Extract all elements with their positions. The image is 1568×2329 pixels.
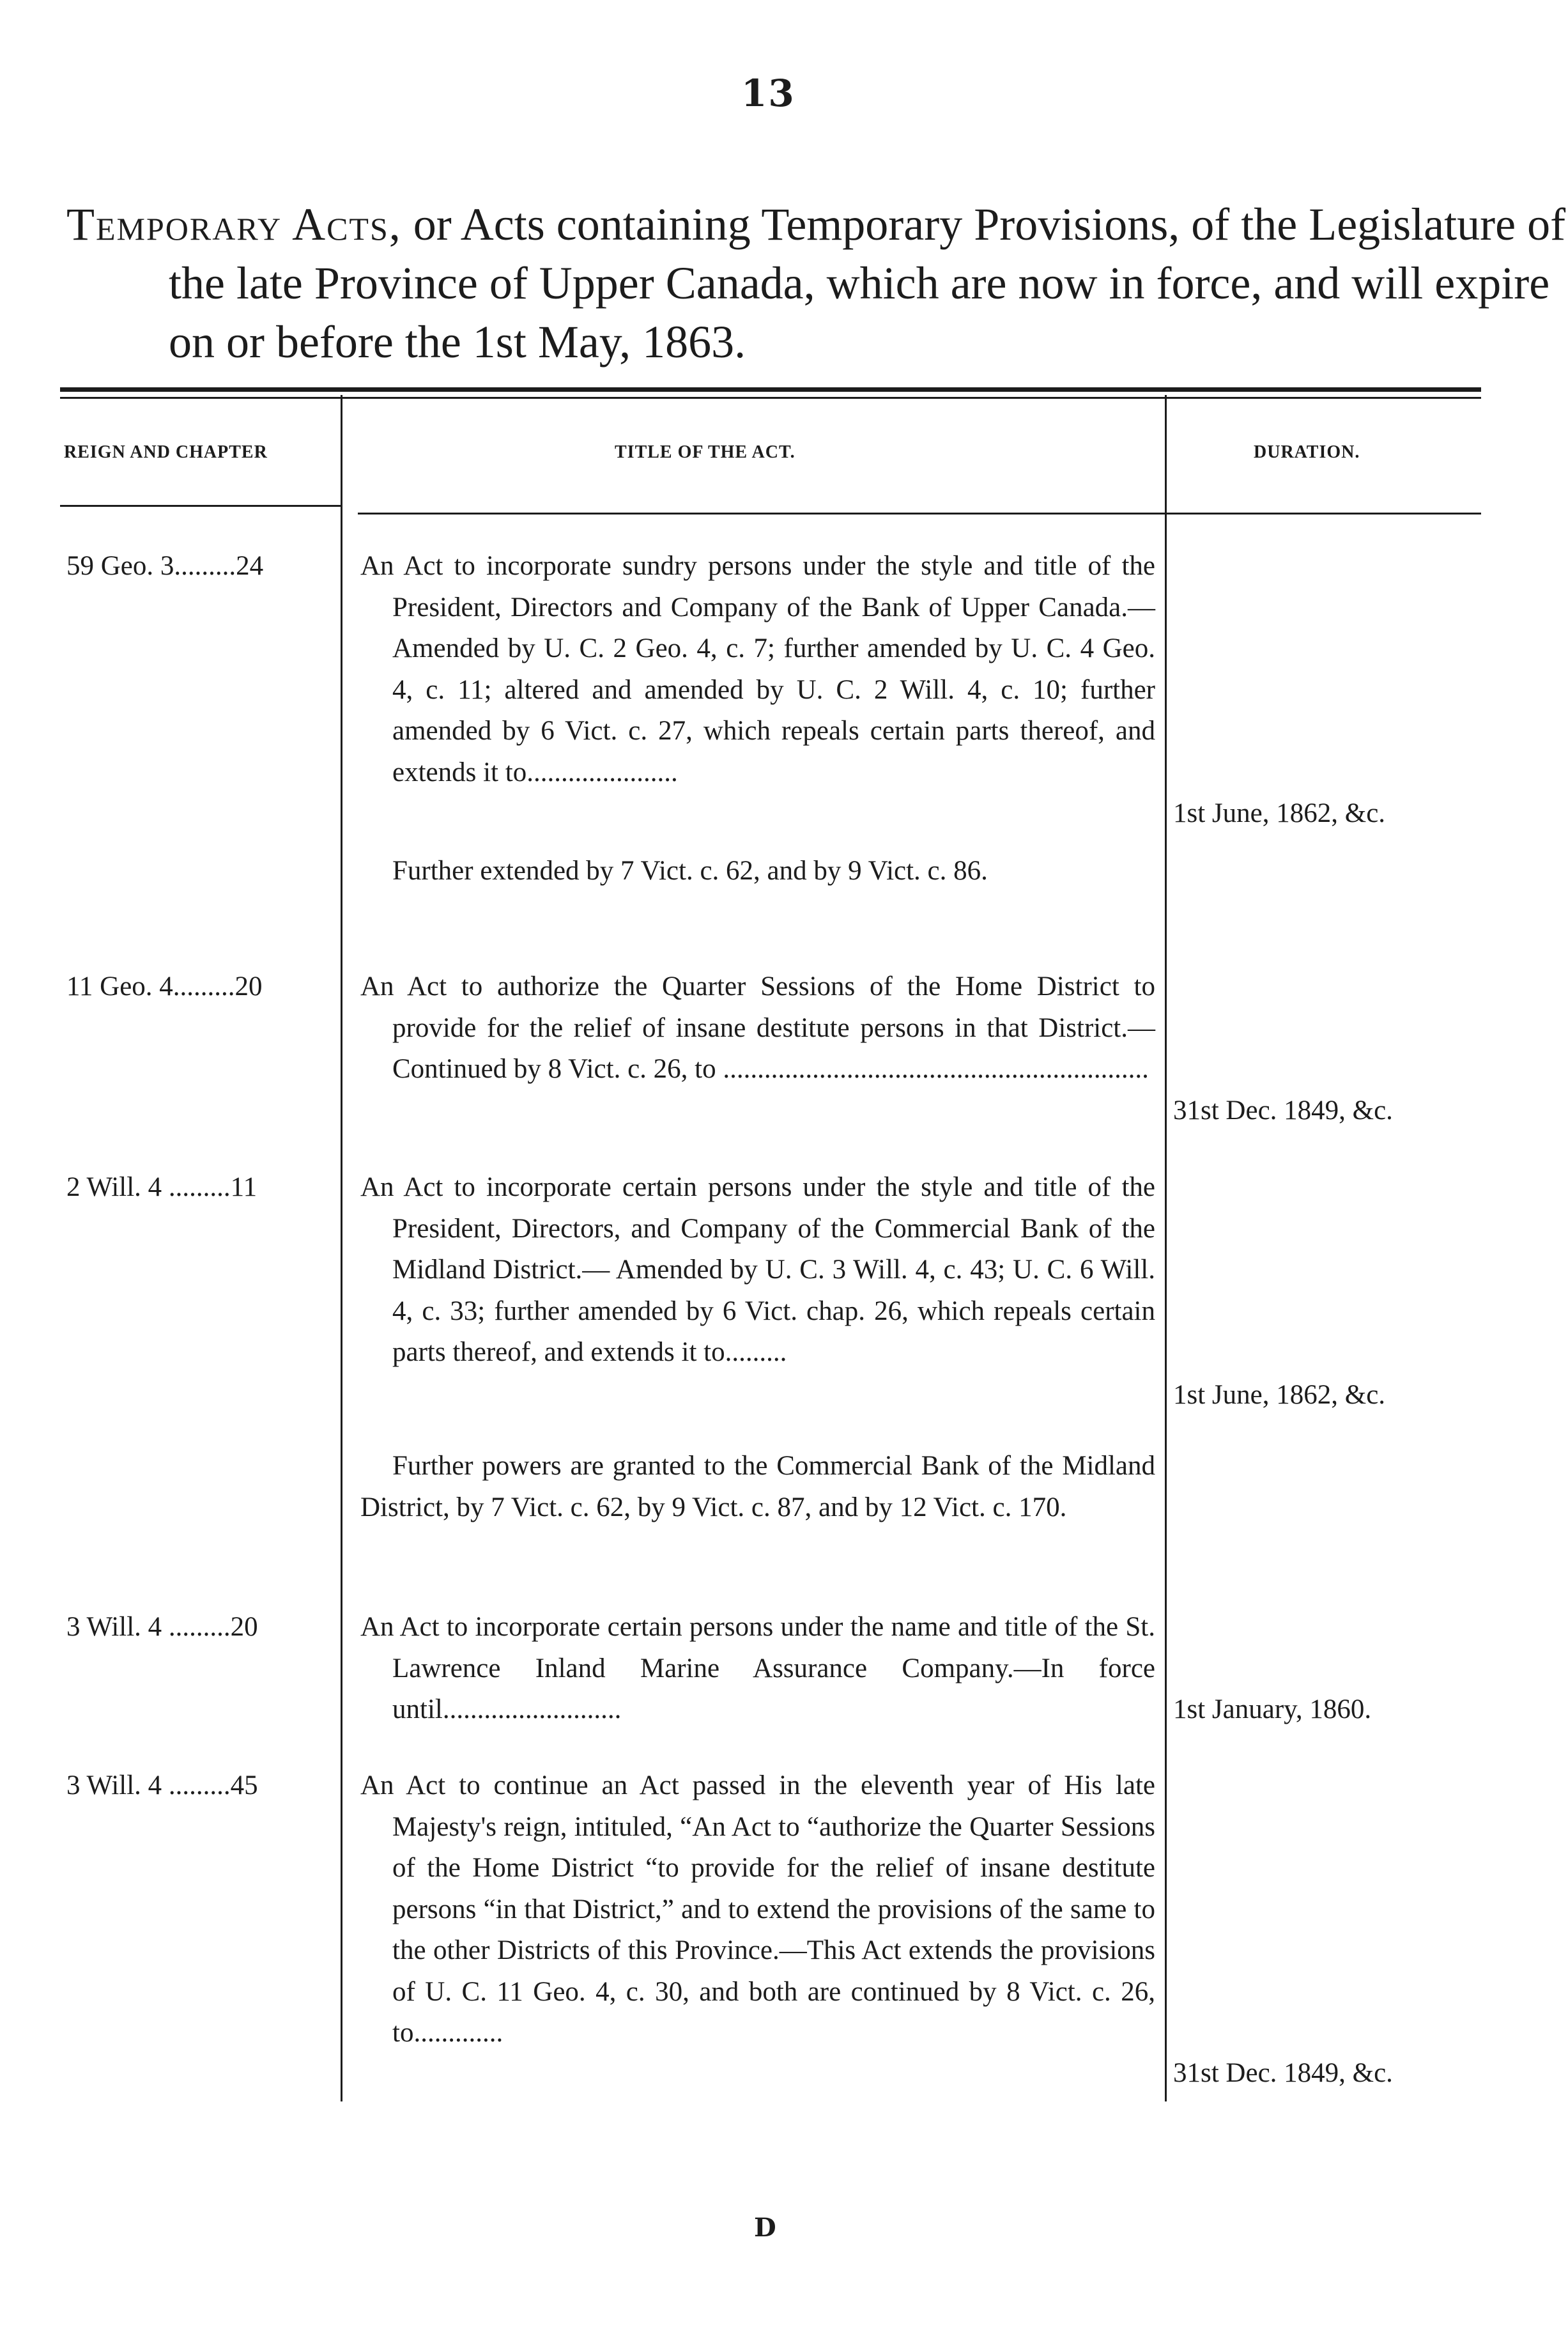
column-divider-left (341, 395, 342, 2101)
row-1-title: An Act to incorporate sundry persons under the style and title of the President, Directors and Company of the Bank of Upper Canada.—Amended by U. C. 2 Geo. 4, c. 7; further amended by U. C. 4 Geo. 4, c. 11; altered and amended by U. C. 2 Will. 4, c. 10; further amended by 6 Vict. c. 27, which repeals certain parts thereof, and extends it to...................... (360, 551, 1155, 787)
signature-mark: D (754, 2213, 776, 2243)
row-3-note: Further powers are granted to the Commercial Bank of the Midland District, by 7 Vict. c. 62, by 9 Vict. c. 87, and by 12 Vict. c. 170. (360, 1451, 1155, 1522)
row-3-duration: 1st June, 1862, &c. (1173, 1380, 1386, 1410)
top-rule-thin (60, 397, 1481, 399)
row-2-title: An Act to authorize the Quarter Sessions of the Home District to provide for the relief of insane destitute persons in that District.—Continued by 8 Vict. c. 26, to .............................................................. (360, 971, 1155, 1084)
row-5-duration: 31st Dec. 1849, &c. (1173, 2058, 1393, 2088)
column-header-duration: DURATION. (1254, 442, 1360, 462)
header-rule-left (60, 505, 341, 507)
heading-small-caps: Temporary Acts, (66, 199, 402, 250)
row-2-duration: 31st Dec. 1849, &c. (1173, 1095, 1393, 1126)
row-4-reign: 3 Will. 4 .........20 (66, 1612, 258, 1642)
row-3-title: An Act to incorporate certain persons under the style and title of the President, Directors, and Company of the Commercial Bank of the Midland District.— Amended by U. C. 3 Will. 4, c. 43; U. C. 6 Will. 4, c. 33; further amended by 6 Vict. chap. 26, which repeals certain parts thereof, and extends it to......... (360, 1172, 1155, 1367)
row-4-duration: 1st January, 1860. (1173, 1694, 1372, 1724)
row-3-reign: 2 Will. 4 .........11 (66, 1172, 257, 1202)
row-2-reign: 11 Geo. 4.........20 (66, 971, 263, 1002)
page-number: 13 (741, 72, 796, 115)
row-1-duration: 1st June, 1862, &c. (1173, 798, 1386, 828)
top-rule-thick (60, 387, 1481, 392)
column-header-reign: REIGN AND CHAPTER (64, 442, 268, 462)
heading-rest: or Acts containing Temporary Provisions, of the Legislature of the late Province of Upper Canada, which are now in force, and will expire on or before the 1st May, 1863. (169, 199, 1566, 368)
header-rule-right (358, 513, 1481, 515)
column-header-title: TITLE OF THE ACT. (615, 442, 796, 462)
row-4-title: An Act to incorporate certain persons under the name and title of the St. Lawrence Inland Marine Assurance Company.—In force until.......................... (360, 1612, 1155, 1724)
row-1-note: Further extended by 7 Vict. c. 62, and by 9 Vict. c. 86. (392, 856, 988, 886)
row-1-reign: 59 Geo. 3.........24 (66, 551, 264, 581)
row-5-title: An Act to continue an Act passed in the eleventh year of His late Majesty's reign, intituled, “An Act to “authorize the Quarter Sessions of the Home District “to provide for the relief of insane destitute persons “in that District,” and to extend the provisions of the same to the other Districts of this Province.—This Act extends the provisions of U. C. 11 Geo. 4, c. 30, and both are continued by 8 Vict. c. 26, to............. (360, 1770, 1155, 2048)
column-divider-right (1165, 395, 1167, 2101)
row-5-reign: 3 Will. 4 .........45 (66, 1770, 258, 1800)
page-heading (66, 195, 1568, 371)
